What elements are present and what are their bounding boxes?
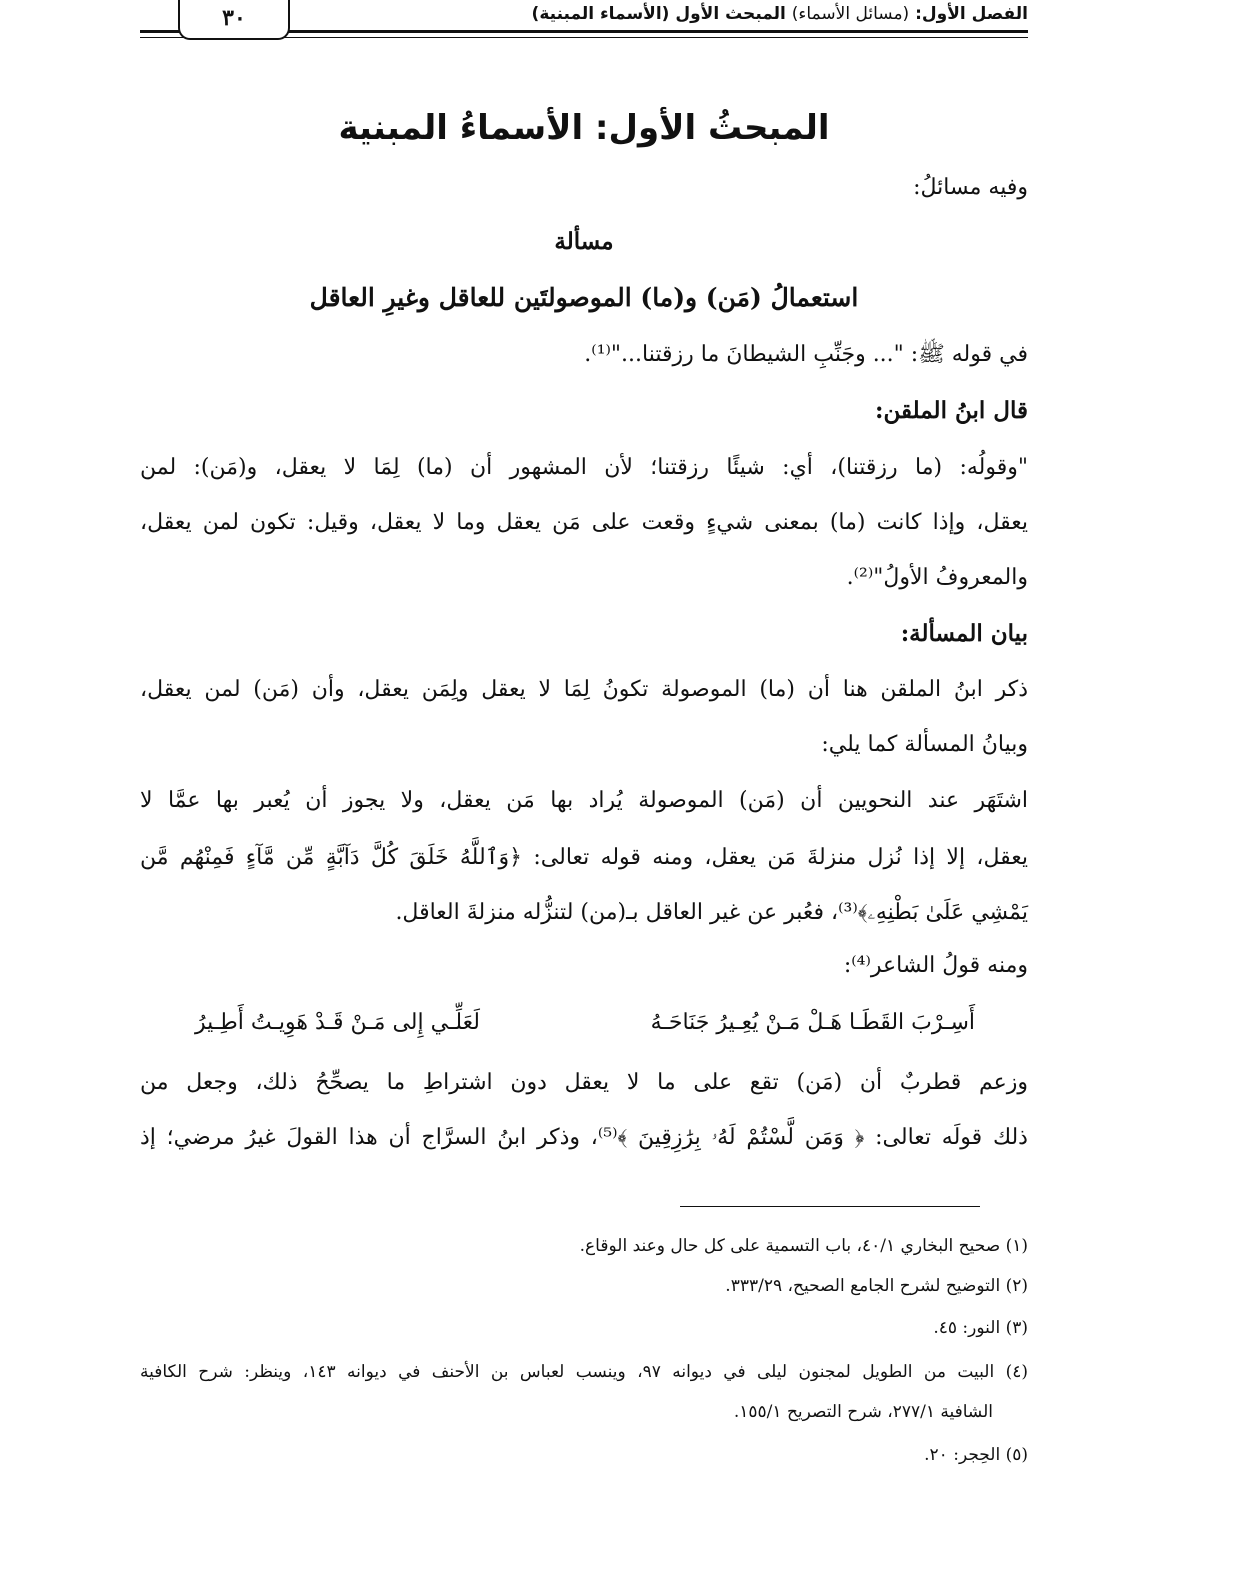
intro-line: وفيه مسائلُ: <box>913 175 1028 200</box>
footnote-5: (٥) الحِجر: ٢٠. <box>924 1445 1028 1465</box>
footnote-4-line-2: الشافية ٢٧٧/١، شرح التصريح ١٥٥/١. <box>733 1402 993 1422</box>
running-title <box>532 4 1028 24</box>
para2-line-1: اشتَهَر عند النحويين أن (مَن) الموصولة يُراد بها مَن يعقل، ولا يجوز أن يُعبر بها عمَّا لا <box>140 788 1028 813</box>
footnote-separator <box>680 1206 980 1207</box>
section-title: المبحثُ الأول: الأسماءُ المبنية <box>338 108 830 148</box>
para3-line-1: وزعم قطربٌ أن (مَن) تقع على ما لا يعقل دون اشتراطِ ما يصحِّحُ ذلك، وجعل من <box>140 1070 1028 1095</box>
para1-line-1: ذكر ابنُ الملقن هنا أن (ما) الموصولة تكونُ لِمَا لا يعقل ولِمَن يعقل، وأن (مَن) لمن يعقل، <box>140 677 1028 702</box>
quote-line-3: والمعروفُ الأولُ"⁽²⁾. <box>846 565 1028 590</box>
heading-issue-explanation: بيان المسألة: <box>900 620 1028 647</box>
footnote-3: (٣) النور: ٤٥. <box>933 1318 1028 1338</box>
heading-ibn-mulaqqin: قال ابنُ الملقن: <box>875 397 1028 424</box>
poet-line: ومنه قولُ الشاعر⁽⁴⁾: <box>843 953 1028 978</box>
verse-second-hemistich: لَعَلِّـي إِلى مَـنْ قَـدْ هَوِيـتُ أَطِـيرُ <box>195 1010 480 1035</box>
verse-first-hemistich: أَسِـرْبَ القَطَـا هَـلْ مَـنْ يُعِـيرُ جَنَاحَـهُ <box>650 1010 975 1035</box>
footnote-1: (١) صحيح البخاري ٤٠/١، باب التسمية على كل حال وعند الوقاع. <box>579 1236 1028 1256</box>
quote-line-2: يعقل، وإذا كانت (ما) بمعنى شيءٍ وقعت على مَن يعقل وما لا يعقل، وقيل: تكون لمن يعقل، <box>140 510 1028 535</box>
page-header <box>140 0 1028 46</box>
issue-label: مسألة <box>554 228 614 255</box>
chapter-paren: (مسائل الأسماء) <box>791 4 910 24</box>
para3-line-2: ذلك قولَه تعالى: ﴿ وَمَن لَّسْتُمْ لَهُۥ بِرَٰزِقِينَ ﴾⁽⁵⁾، وذكر ابنُ السرَّاج أن هذا القولَ غيرُ مرضي؛ إذ <box>140 1125 1028 1150</box>
para1-line-2: وبيانُ المسألة كما يلي: <box>821 732 1028 757</box>
issue-title: استعمالُ (مَن) و(ما) الموصولتَين للعاقل وغيرِ العاقل <box>309 283 859 312</box>
quote-line-1: "وقولُه: (ما رزقتنا)، أي: شيئًا رزقتنا؛ لأن المشهور أن (ما) لِمَا لا يعقل، و(مَن): لمن <box>140 455 1028 480</box>
section-label: المبحث الأول <box>675 4 786 24</box>
footnote-4-line-1: (٤) البيت من الطويل لمجنون ليلى في ديوانه ٩٧، وينسب لعباس بن الأحنف في ديوانه ١٤٣، وينظر: شرح الكافية <box>140 1362 1029 1382</box>
para2-line-2: يعقل، إلا إذا نُزل منزلةَ مَن يعقل، ومنه قوله تعالى: ﴿وَٱللَّهُ خَلَقَ كُلَّ دَآبَّةٍ مِّن مَّآءٍ فَمِنْهُم مَّن <box>140 845 1028 870</box>
page-number: ٣٠ <box>178 0 290 40</box>
section-paren: (الأسماء المبنية) <box>531 4 670 24</box>
hadith-line: في قوله ﷺ: "... وجَنِّبِ الشيطانَ ما رزقتنا..."⁽¹⁾. <box>584 342 1028 367</box>
chapter-label: الفصل الأول: <box>915 4 1028 24</box>
para2-line-3: يَمْشِي عَلَىٰ بَطْنِهِۦ﴾⁽³⁾، فعُبر عن غير العاقل بـ(من) لتنزُّله منزلةَ العاقل. <box>395 900 1028 925</box>
footnote-2: (٢) التوضيح لشرح الجامع الصحيح، ٣٣٣/٢٩. <box>725 1276 1028 1296</box>
